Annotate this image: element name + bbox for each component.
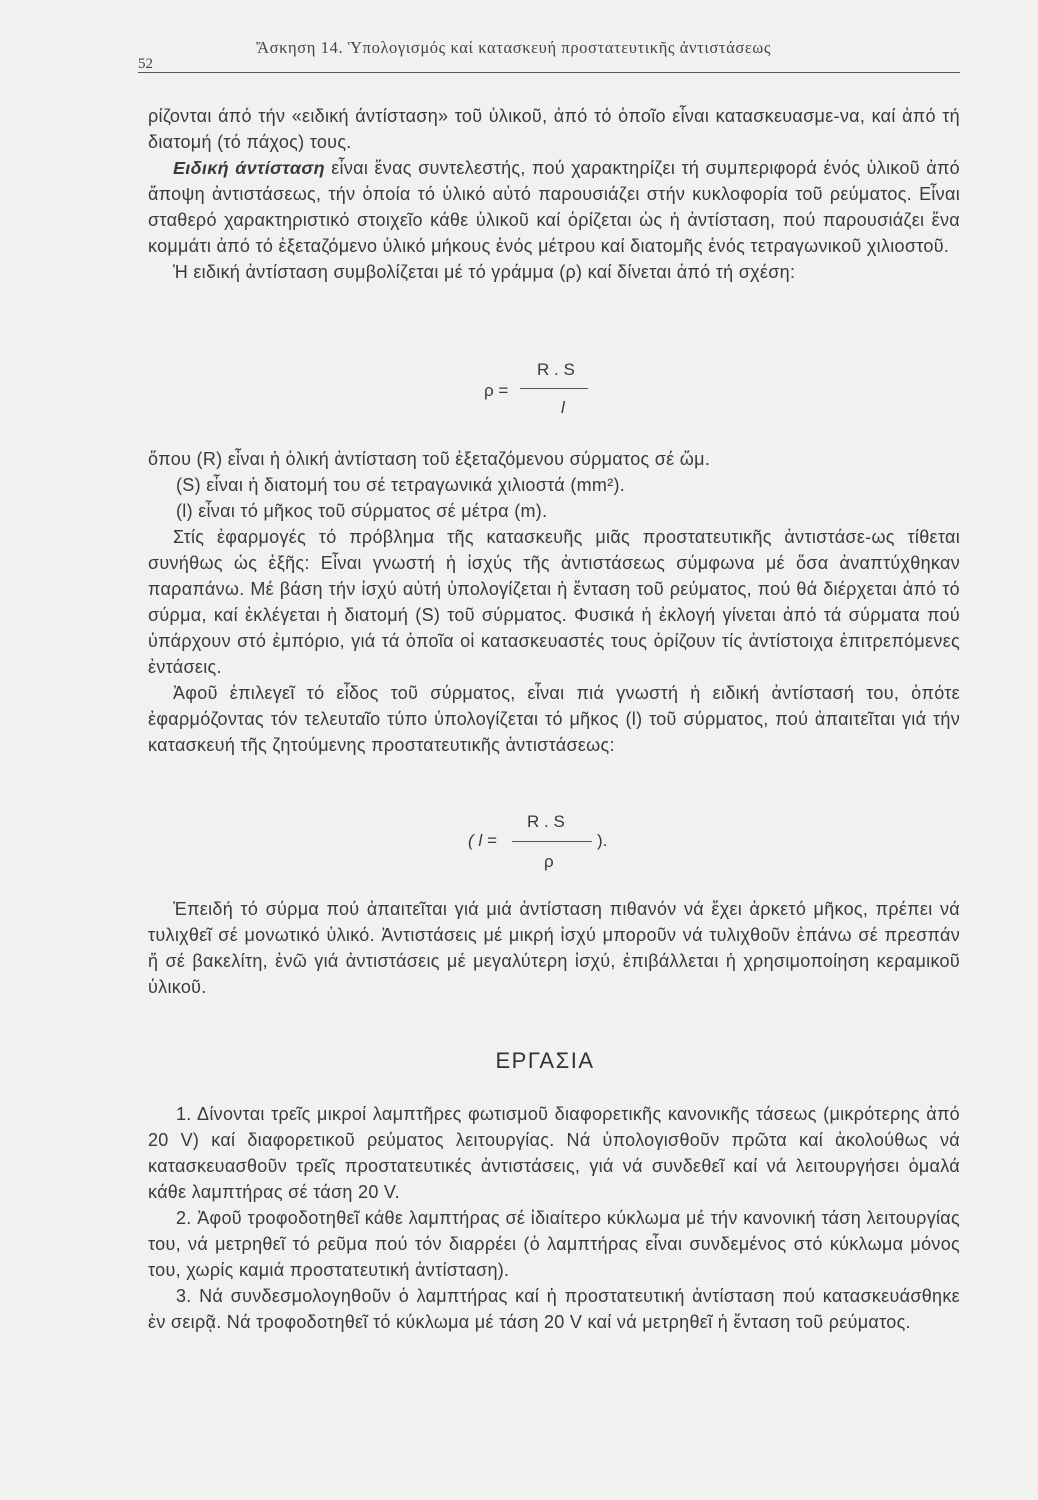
intro-paragraph-1: ρίζονται άπό τήν «ειδική άντίσταση» τοῦ ὑλικοῦ, ἀπό τό ὁποῖο εἶναι κατασκευασμε-να, καί ἀπό τή διατομή (τό πάχος) τους. (148, 106, 960, 152)
closing-block (148, 896, 960, 1000)
definition-R: ὅπου (R) εἶναι ἡ ὁλική ἀντίσταση τοῦ ἐξεταζόμενου σύρματος σέ ὤμ. (148, 449, 711, 469)
formula-length-numerator: R . S (527, 812, 565, 831)
application-paragraph-2: Ἀφοῦ ἐπιλεγεῖ τό εἶδος τοῦ σύρματος, εἶναι πιά γνωστή ἡ ειδική ἀντίστασή του, ὁπότε ἐφαρμόζοντας τόν τελευταῖο τύπο ὑπολογίζεται τό μῆκος (l) τοῦ σύρματος, πού ἀπαιτεῖται γιά τήν κατασκευή τῆς ζητούμενης προστατευτικῆς ἀντιστάσεως: (148, 683, 960, 755)
task-item-3: 3. Νά συνδεσμολογηθοῦν ὁ λαμπτήρας καί ἡ προστατευτική ἀντίσταση πού κατασκευάσθηκε ἐν σειρᾷ. Νά τροφοδοτηθεῖ τό κύκλωμα μέ τάση 20 V καί νά μετρηθεῖ ἡ ἔνταση τοῦ ρεύματος. (148, 1286, 960, 1332)
formula-length-fraction-bar (512, 841, 592, 842)
intro-paragraph-2-text: εἶναι ἕνας συντελεστής, πού χαρακτηρίζει τή συμπεριφορά ἑνός ὑλικοῦ ἀπό ἄποψη ἀντιστάσεως, τήν ὁποία τό ὑλικό αὐτό παρουσιάζει στήν κυκλοφορία τοῦ ρεύματος. Εἶναι σταθερό χαρακτηριστικό στοιχεῖο κάθε ὑλικοῦ καί ὁρίζεται ὡς ἡ ἀντίσταση, πού παρουσιάζει ἕνα κομμάτι ἀπό τό ἐξεταζόμενο ὑλικό μήκους ἑνός μέτρου καί διατομῆς ἑνός τετραγωνικοῦ χιλιοστοῦ. (148, 158, 960, 256)
task-list (148, 1101, 960, 1335)
formula-rho-denominator: l (561, 398, 565, 417)
formula-length-close: ). (597, 831, 608, 850)
page-header (138, 36, 960, 73)
definition-l: (l) εἶναι τό μῆκος τοῦ σύρματος σέ μέτρα (m). (176, 501, 548, 521)
formula-rho-lhs: ρ = (484, 381, 509, 400)
task-item-2: 2. Ἀφοῦ τροφοδοτηθεῖ κάθε λαμπτήρας σέ ἰδιαίτερο κύκλωμα μέ τήν κανονική τάση λειτουργίας του, νά μετρηθεῖ τό ρεῦμα πού τόν διαρρέει (ὁ λαμπτήρας εἶναι συνδεμένος στό κύκλωμα μόνος του, χωρίς καμιά προστατευτική ἀντίσταση). (148, 1208, 960, 1280)
defined-term: Ειδική άντίσταση (173, 158, 325, 178)
formula-rho-fraction-bar (520, 388, 588, 389)
page-number: 52 (138, 56, 153, 72)
running-head: Ἄσκηση 14. Ὑπολογισμός καί κατασκευή προστατευτικῆς ἀντιστάσεως (256, 38, 771, 57)
intro-paragraph-3: Ἡ ειδική ἀντίσταση συμβολίζεται μέ τό γράμμα (ρ) καί δίνεται ἀπό τή σχέση: (173, 262, 796, 282)
section-title: ΕΡΓΑΣΙΑ (495, 1048, 595, 1073)
formula-length-denominator: ρ (544, 852, 554, 871)
application-paragraph-1: Στίς ἐφαρμογές τό πρόβλημα τῆς κατασκευῆς μιᾶς προστατευτικῆς ἀντιστάσε-ως τίθεται συνήθως ὡς ἑξῆς: Εἶναι γνωστή ἡ ἰσχύς τῆς ἀντιστάσεως σύμφωνα μέ ὅσα ἀναπτύχθηκαν παραπάνω. Μέ βάση τήν ἰσχύ αὐτή ὑπολογίζεται ἡ ἔνταση τοῦ ρεύματος, πού θά διέρχεται ἀπό τό σύρμα, καί ἐκλέγεται ἡ διατομή (S) τοῦ σύρματος. Φυσικά ἡ ἐκλογή γίνεται ἀπό τά σύρματα πού ὑπάρχουν στό ἐμπόριο, γιά τά ὁποῖα οἱ κατασκευαστές τους ὁρίζουν τίς ἀντίστοιχα ἐπιτρεπόμενες ἐντάσεις. (148, 527, 960, 677)
formula-rho-numerator: R . S (537, 360, 575, 379)
closing-paragraph: Ἐπειδή τό σύρμα πού ἀπαιτεῖται γιά μιά ἀντίσταση πιθανόν νά ἔχει ἀρκετό μῆκος, πρέπει νά τυλιχθεῖ σέ μονωτικό ὑλικό. Ἀντιστάσεις μέ μικρή ἰσχύ μποροῦν νά τυλιχθοῦν ἐπάνω σέ πρεσπάν ἤ σέ βακελίτη, ἐνῶ γιά ἀντιστάσεις μέ μεγαλύτερη ἰσχύ, ἐπιβάλλεται ἡ χρησιμοποίηση κεραμικοῦ ὑλικοῦ. (148, 899, 960, 997)
formula-length-open: ( l = (468, 831, 497, 850)
definition-S: (S) εἶναι ἡ διατομή του σέ τετραγωνικά χιλιοστά (mm²). (176, 475, 626, 495)
task-item-1: 1. Δίνονται τρεῖς μικροί λαμπτῆρες φωτισμοῦ διαφορετικῆς κανονικῆς τάσεως (μικρότερης ἀπό 20 V) καί διαφορετικοῦ ρεύματος λειτουργίας. Νά ὑπολογισθοῦν πρῶτα καί ἀκολούθως νά κατασκευασθοῦν τρεῖς προστατευτικές ἀντιστάσεις, γιά νά συνδεθεῖ καί νά λειτουργήσει ὁμαλά κάθε λαμπτήρας σέ τάση 20 V. (148, 1104, 960, 1202)
definitions-block (148, 446, 960, 758)
body-text (148, 103, 960, 285)
intro-paragraph-2 (148, 155, 960, 259)
